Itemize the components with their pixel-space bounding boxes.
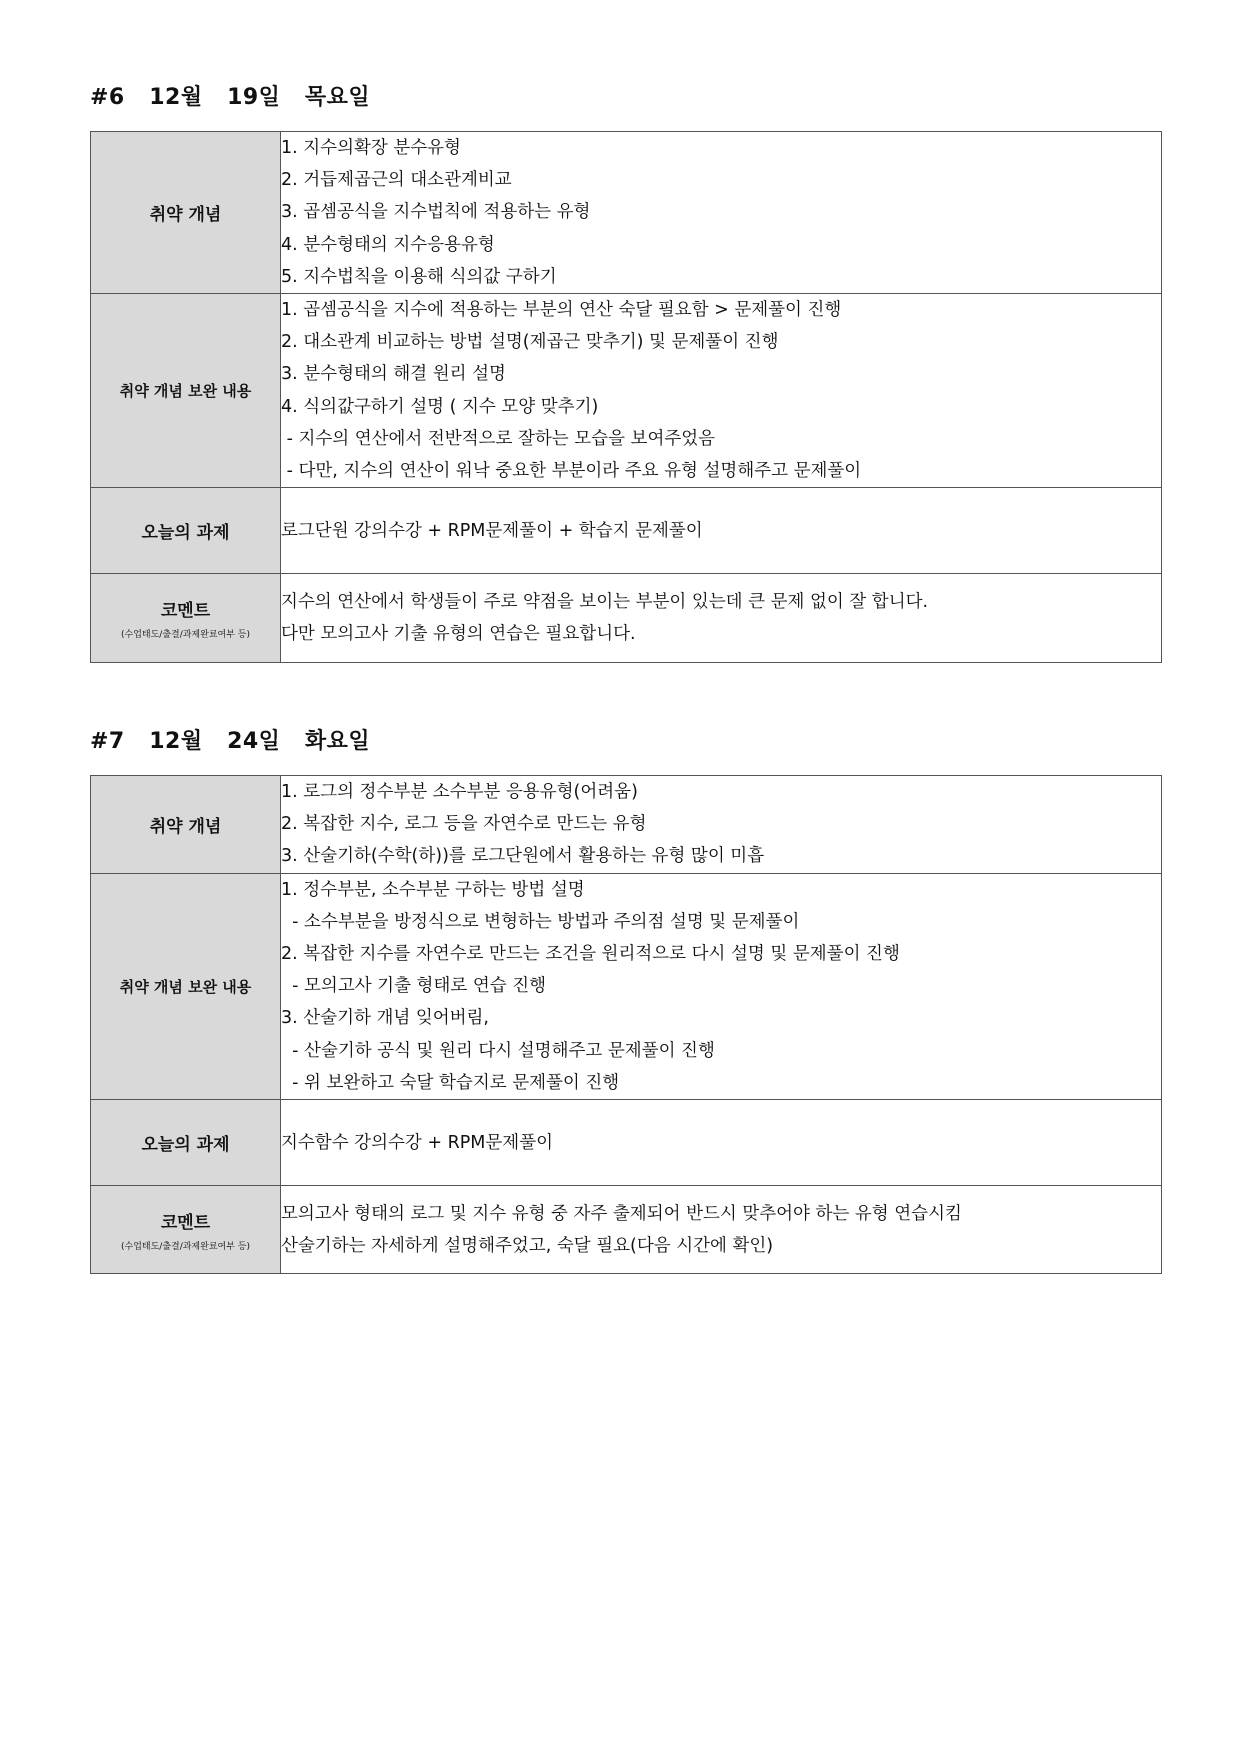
list-item: - 다만, 지수의 연산이 워낙 중요한 부분이라 주요 유형 설명해주고 문제풀이 — [281, 461, 862, 482]
homework-row — [91, 1100, 1162, 1186]
session-report-table — [90, 131, 1162, 663]
supplement-row — [91, 873, 1162, 1099]
comment-content — [281, 574, 1162, 662]
homework-row — [91, 488, 1162, 574]
weak-concepts-content — [281, 776, 1162, 874]
list-item: 5. 지수법칙을 이용해 식의값 구하기 — [281, 266, 557, 287]
weak-concepts-label: 취약 개념 — [91, 776, 281, 874]
list-item: - 산술기하 공식 및 원리 다시 설명해주고 문제풀이 진행 — [281, 1040, 715, 1061]
supplement-content — [281, 873, 1162, 1099]
comment-sub-label: (수업태도/출결/과제완료여부 등) — [121, 629, 250, 640]
list-item: 2. 대소관계 비교하는 방법 설명(제곱근 맞추기) 및 문제풀이 진행 — [281, 332, 779, 353]
list-item: 1. 지수의확장 분수유형 — [281, 138, 461, 158]
comment-label: 코멘트 — [160, 600, 211, 621]
comment-label: 코멘트 — [160, 1212, 211, 1233]
list-item: 1. 정수부분, 소수부분 구하는 방법 설명 — [281, 879, 585, 900]
comment-row — [91, 574, 1162, 662]
list-item: 2. 복잡한 지수를 자연수로 만드는 조건을 원리적으로 다시 설명 및 문제풀이 진행 — [281, 944, 900, 965]
weak-concepts-row — [91, 776, 1162, 874]
list-item: 3. 산술기하(수학(하))를 로그단원에서 활용하는 유형 많이 미흡 — [281, 846, 765, 867]
list-item: - 모의고사 기출 형태로 연습 진행 — [281, 976, 547, 997]
list-item: 2. 거듭제곱근의 대소관계비교 — [281, 170, 512, 191]
comment-row — [91, 1186, 1162, 1274]
homework-label: 오늘의 과제 — [91, 1100, 281, 1186]
weak-concepts-label: 취약 개념 — [91, 132, 281, 294]
list-item: 3. 곱셈공식을 지수법칙에 적용하는 유형 — [281, 202, 591, 223]
list-item: 4. 식의값구하기 설명 ( 지수 모양 맞추기) — [281, 396, 599, 417]
comment-text: 지수의 연산에서 학생들이 주로 약점을 보이는 부분이 있는데 큰 문제 없이 잘 합니다. — [281, 592, 929, 613]
list-item: 1. 곱셈공식을 지수에 적용하는 부분의 연산 숙달 필요함 > 문제풀이 진행 — [281, 300, 842, 321]
list-item: 3. 산술기하 개념 잊어버림, — [281, 1008, 489, 1029]
comment-text: 다만 모의고사 기출 유형의 연습은 필요합니다. — [281, 624, 636, 645]
comment-label-cell — [91, 574, 281, 662]
comment-text: 산술기하는 자세하게 설명해주었고, 숙달 필요(다음 시간에 확인) — [281, 1236, 774, 1257]
comment-label-cell — [91, 1186, 281, 1274]
list-item: - 소수부분을 방정식으로 변형하는 방법과 주의점 설명 및 문제풀이 — [281, 911, 800, 932]
weak-concepts-row — [91, 132, 1162, 294]
list-item: 3. 분수형태의 해결 원리 설명 — [281, 364, 506, 385]
weak-concepts-content — [281, 132, 1162, 294]
homework-text: 지수함수 강의수강 + RPM문제풀이 — [281, 1133, 554, 1154]
supplement-content — [281, 294, 1162, 488]
homework-content — [281, 488, 1162, 574]
list-item: 1. 로그의 정수부분 소수부분 응용유형(어려움) — [281, 782, 638, 802]
comment-text: 모의고사 형태의 로그 및 지수 유형 중 자주 출제되어 반드시 맞추어야 하는 유형 연습시킴 — [281, 1204, 962, 1225]
supplement-row — [91, 294, 1162, 488]
supplement-label: 취약 개념 보완 내용 — [91, 873, 281, 1099]
homework-label: 오늘의 과제 — [91, 488, 281, 574]
homework-content — [281, 1100, 1162, 1186]
supplement-label: 취약 개념 보완 내용 — [91, 294, 281, 488]
session-report-table — [90, 775, 1162, 1274]
list-item: 2. 복잡한 지수, 로그 등을 자연수로 만드는 유형 — [281, 814, 647, 835]
comment-content — [281, 1186, 1162, 1274]
list-item: - 위 보완하고 숙달 학습지로 문제풀이 진행 — [281, 1072, 620, 1093]
list-item: 4. 분수형태의 지수응용유형 — [281, 234, 495, 255]
homework-text: 로그단원 강의수강 + RPM문제풀이 + 학습지 문제풀이 — [281, 521, 703, 542]
list-item: - 지수의 연산에서 전반적으로 잘하는 모습을 보여주었음 — [281, 428, 716, 449]
comment-sub-label: (수업태도/출결/과제완료여부 등) — [121, 1241, 250, 1252]
session-heading: #7 12월 24일 화요일 — [90, 729, 371, 754]
session-heading: #6 12월 19일 목요일 — [90, 85, 371, 110]
